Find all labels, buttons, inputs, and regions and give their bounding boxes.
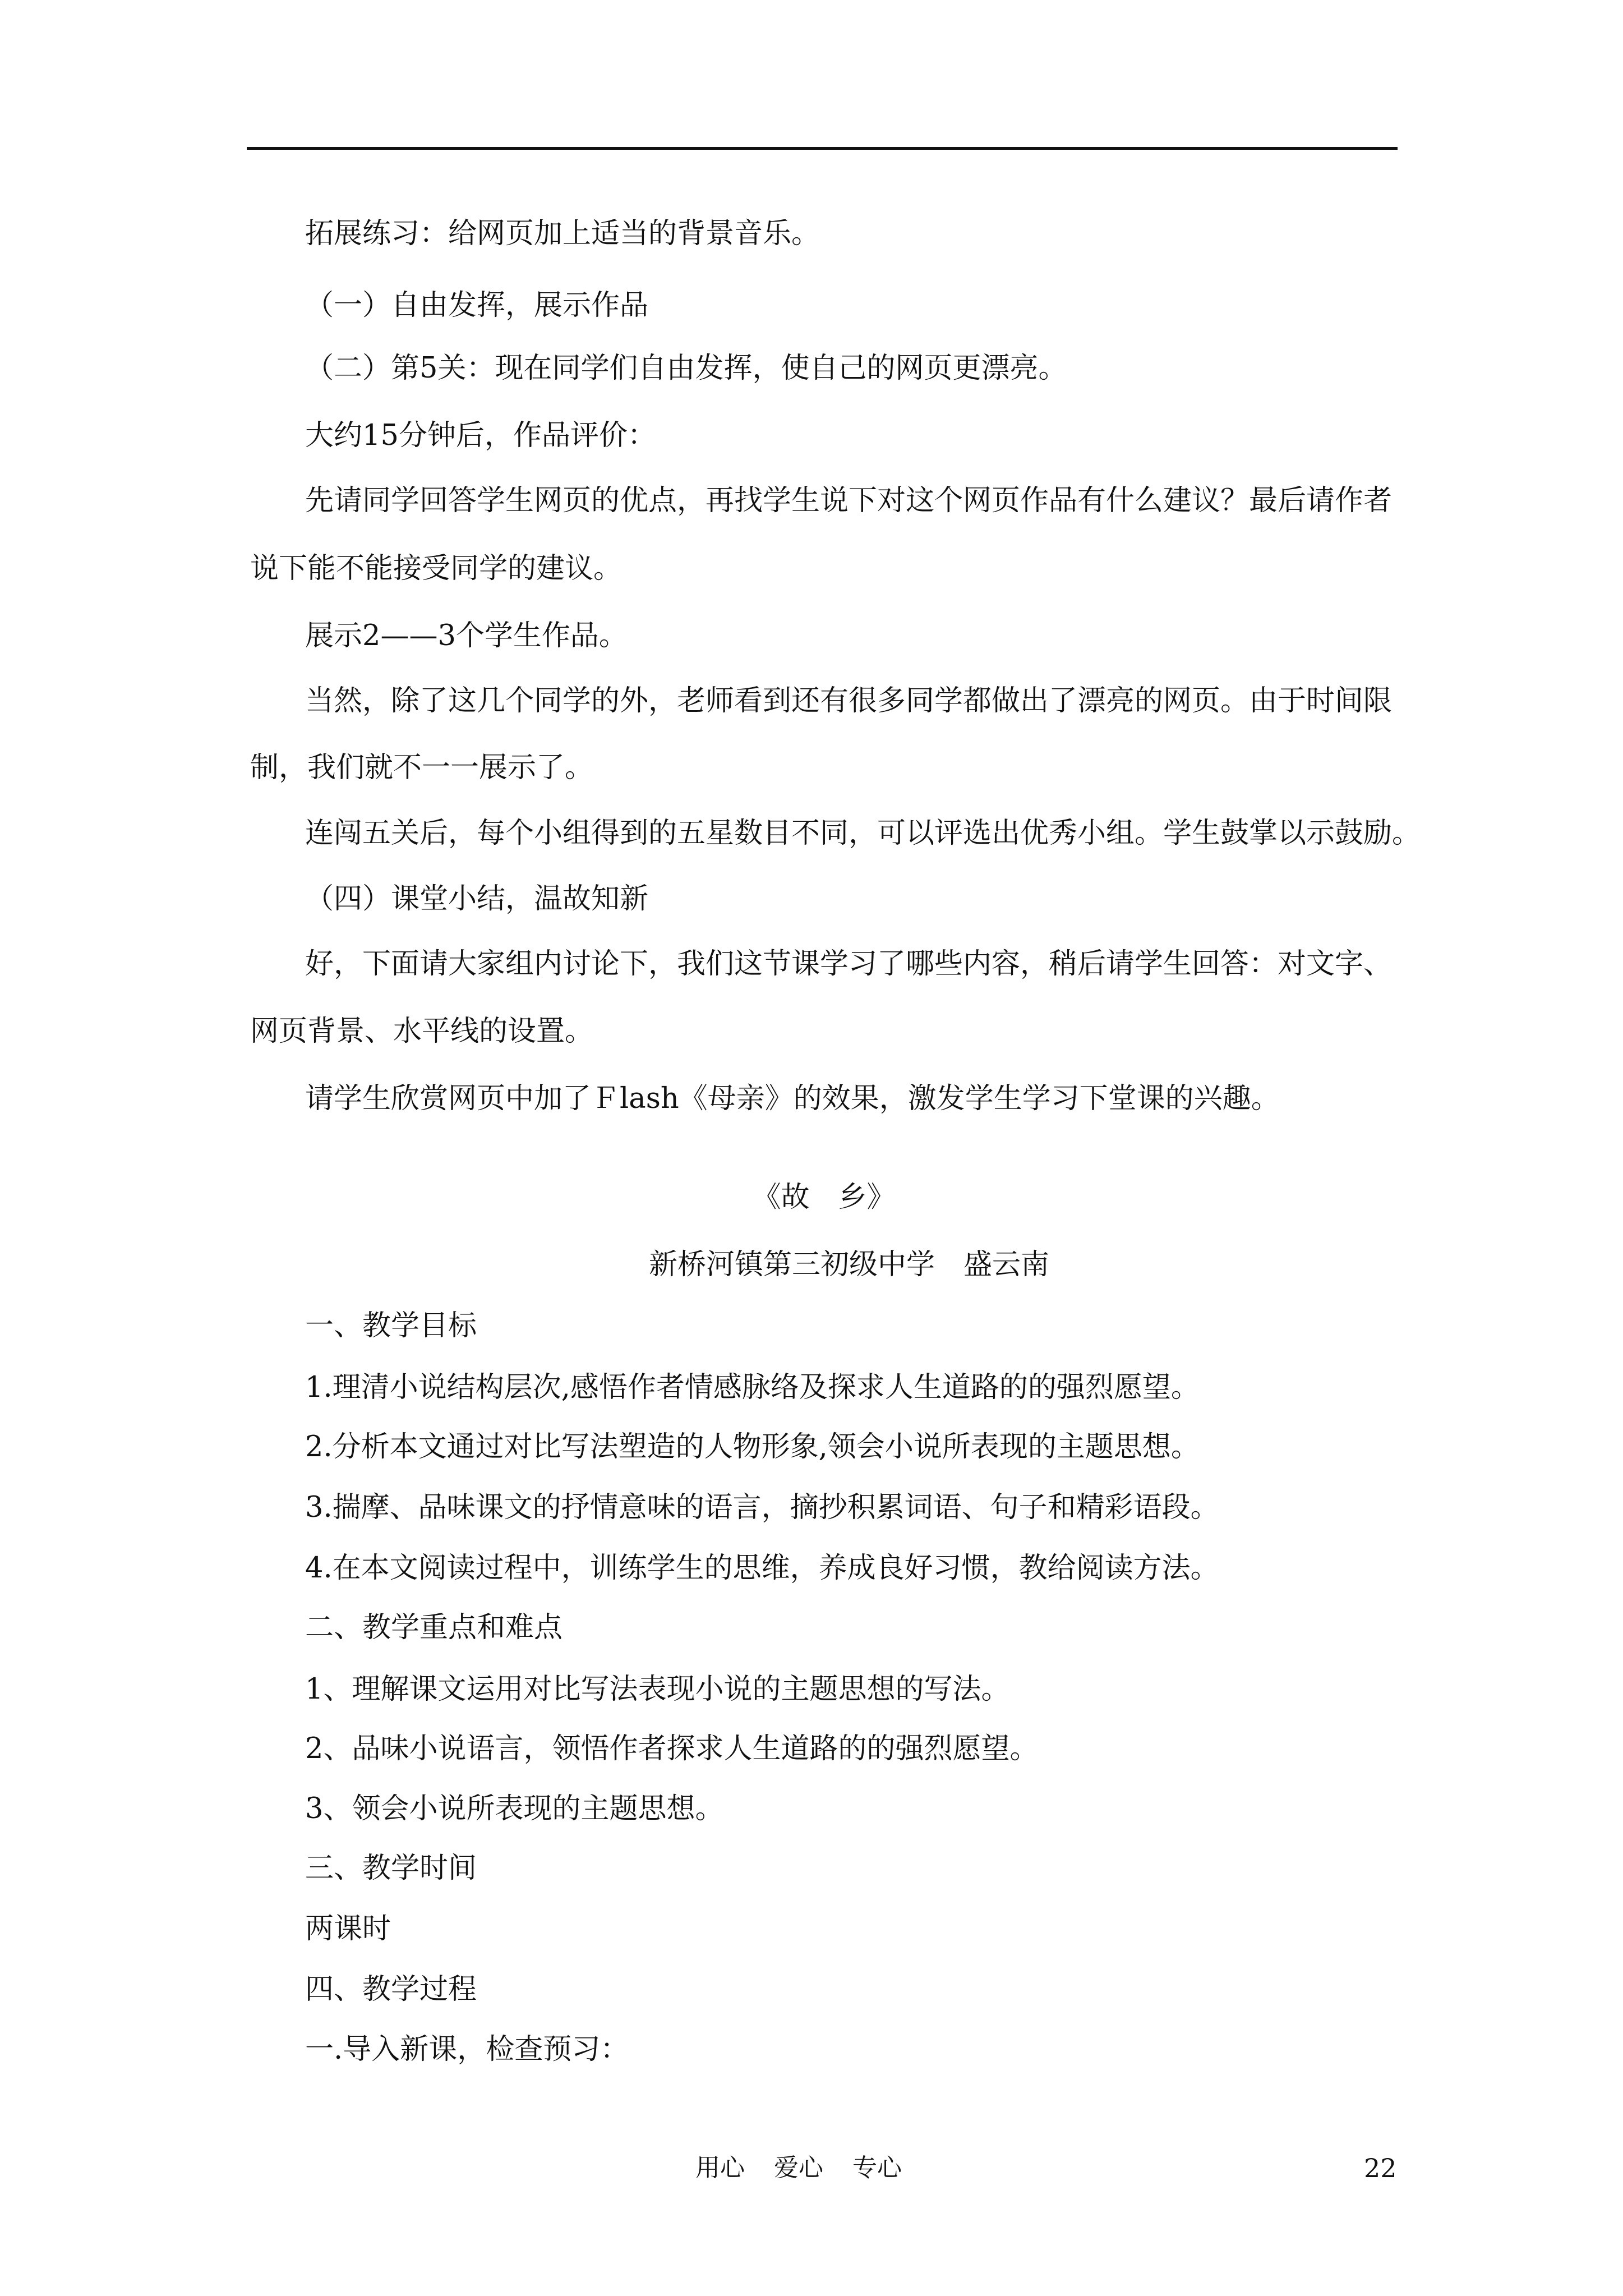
paragraph: 先请同学回答学生网页的优点，再找学生说下对这个网页作品有什么建议？最后请作者 <box>305 484 1393 517</box>
section-heading: 一、教学目标 <box>305 1309 477 1342</box>
objective-item: 1.理清小说结构层次,感悟作者情感脉络及探求人生道路的的强烈愿望。 <box>305 1371 1200 1404</box>
paragraph-continuation: 制，我们就不一一展示了。 <box>250 751 594 784</box>
section-text: 一.导入新课，检查预习： <box>305 2033 629 2066</box>
objective-item: 3.揣摩、品味课文的抒情意味的语言，摘抄积累词语、句子和精彩语段。 <box>305 1491 1219 1524</box>
footer-slogan <box>695 2152 902 2184</box>
paragraph: 当然，除了这几个同学的外，老师看到还有很多同学都做出了漂亮的网页。由于时间限 <box>305 684 1393 717</box>
paragraph: 好，下面请大家组内讨论下，我们这节课学习了哪些内容，稍后请学生回答：对文字、 <box>305 947 1393 981</box>
paragraph-continuation: 说下能不能接受同学的建议。 <box>250 552 623 585</box>
key-point-item: 1、理解课文运用对比写法表现小说的主题思想的写法。 <box>305 1673 1010 1706</box>
paragraph-continuation: 网页背景、水平线的设置。 <box>250 1015 594 1048</box>
footer-slogan-word: 专心 <box>852 2154 902 2182</box>
section-heading: 三、教学时间 <box>305 1852 477 1885</box>
paragraph: 拓展练习：给网页加上适当的背景音乐。 <box>305 217 820 250</box>
paragraph: （一）自由发挥，展示作品 <box>305 289 649 322</box>
objective-item: 4.在本文阅读过程中，训练学生的思维，养成良好习惯，教给阅读方法。 <box>305 1552 1219 1585</box>
page-number: 22 <box>1364 2153 1397 2183</box>
key-point-item: 2、品味小说语言，领悟作者探求人生道路的的强烈愿望。 <box>305 1732 1039 1765</box>
footer-slogan-word: 爱心 <box>774 2154 823 2182</box>
lesson-title: 《故 乡》 <box>752 1181 896 1214</box>
footer-slogan-word: 用心 <box>695 2154 745 2182</box>
paragraph: （四）课堂小结，温故知新 <box>305 882 649 915</box>
paragraph: 请学生欣赏网页中加了Ｆlash《母亲》的效果，激发学生学习下堂课的兴趣。 <box>305 1082 1280 1115</box>
objective-item: 2.分析本文通过对比写法塑造的人物形象,领会小说所表现的主题思想。 <box>305 1430 1200 1464</box>
section-heading: 四、教学过程 <box>305 1973 477 2006</box>
author-line: 新桥河镇第三初级中学 盛云南 <box>648 1248 1049 1281</box>
paragraph: （二）第5关：现在同学们自由发挥，使自己的网页更漂亮。 <box>305 352 1067 385</box>
section-text: 两课时 <box>305 1912 391 1945</box>
paragraph: 展示2——3个学生作品。 <box>305 619 628 652</box>
section-heading: 二、教学重点和难点 <box>305 1611 563 1644</box>
paragraph: 大约15分钟后，作品评价： <box>305 419 656 452</box>
paragraph: 连闯五关后，每个小组得到的五星数目不同，可以评选出优秀小组。学生鼓掌以示鼓励。 <box>305 817 1421 850</box>
header-rule <box>247 147 1398 150</box>
key-point-item: 3、领会小说所表现的主题思想。 <box>305 1792 724 1825</box>
